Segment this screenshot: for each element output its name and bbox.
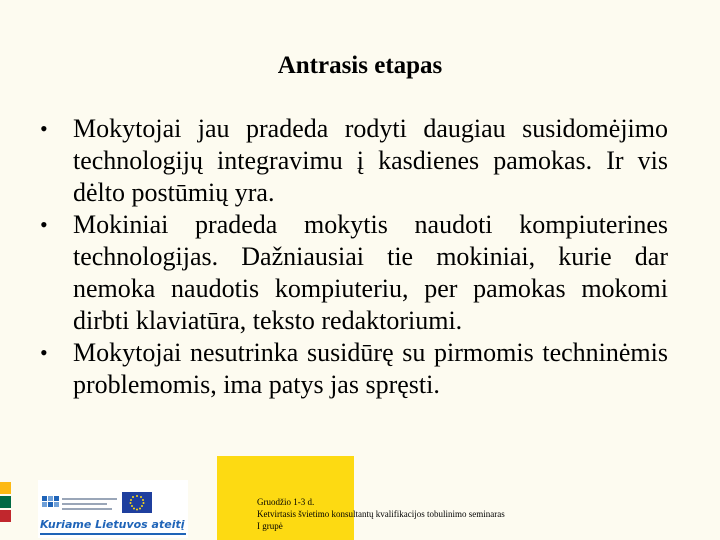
flag-stripe-yellow (0, 482, 11, 494)
seminar-date: Gruodžio 1-3 d. (257, 497, 315, 507)
footer (0, 456, 720, 540)
ministry-logo-graphic (40, 494, 120, 514)
bullet-item (40, 209, 668, 337)
bullet-text: Mokytojai jau pradeda rodyti daugiau susidomėjimo technologijų integravimu į kasdienes pamokas. Ir vis dėlto postūmių yra. (73, 114, 668, 207)
slide-title: Antrasis etapas (277, 52, 443, 79)
bullet-list (40, 113, 668, 401)
logo-slogan: Kuriame Lietuvos ateitį (40, 518, 185, 531)
bullet-marker: • (40, 212, 48, 237)
seminar-name: Ketvirtasis švietimo konsultantų kvalifikacijos tobulinimo seminaras (257, 509, 505, 519)
bullet-marker: • (40, 116, 48, 141)
bullet-item (40, 337, 668, 401)
seminar-group: I grupė (257, 521, 283, 531)
seminar-info (257, 496, 587, 532)
eu-flag-icon (122, 492, 152, 513)
bullet-text: Mokytojai nesutrinka susidūrę su pirmomis techninėmis problemomis, ima patys jas spręsti. (73, 338, 668, 399)
flag-stripe-green (0, 496, 11, 508)
bullet-marker: • (40, 340, 48, 365)
logo-underline (40, 533, 186, 535)
eu-funds-logo (38, 480, 188, 538)
bullet-text: Mokiniai pradeda mokytis naudoti kompiuterines technologijas. Dažniausiai tie mokiniai, kurie dar nemoka naudotis kompiuteriu, per pamokas mokomi dirbti klaviatūra, teksto redaktoriumi. (73, 210, 668, 335)
bullet-item (40, 113, 668, 209)
flag-stripe-red (0, 510, 11, 522)
